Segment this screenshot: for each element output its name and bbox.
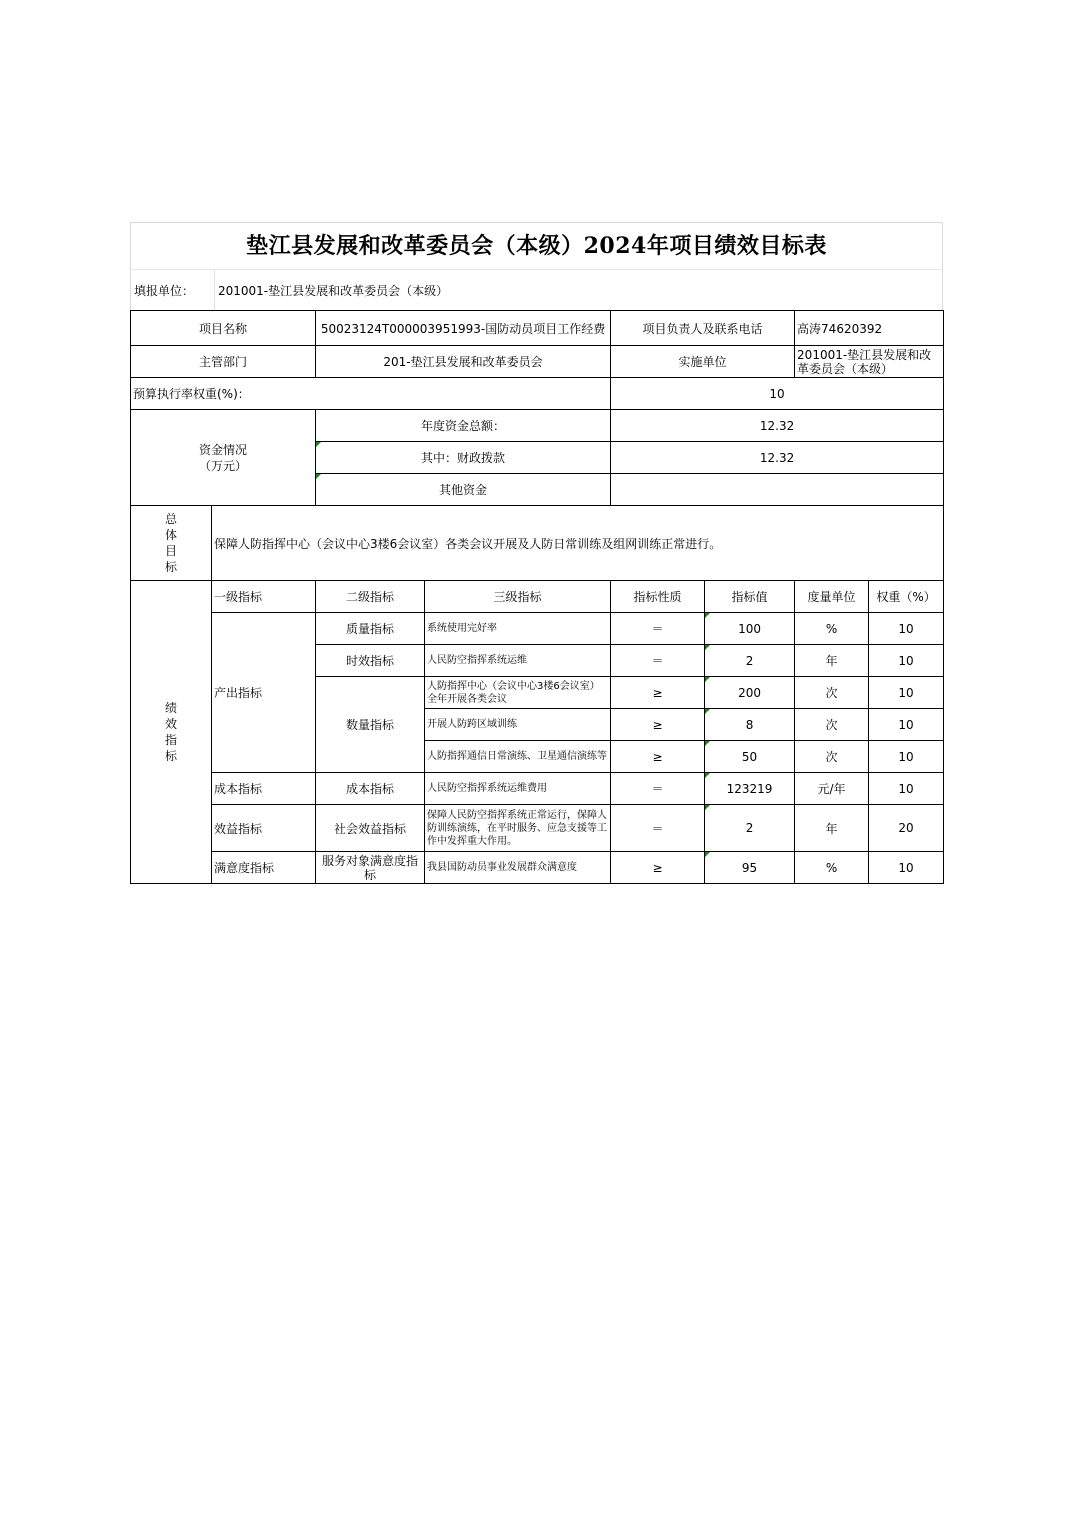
unit-cell: 元/年 [795, 773, 869, 805]
header-nature: 指标性质 [611, 581, 705, 613]
budget-weight-label: 预算执行率权重(%)： [131, 378, 611, 410]
weight-cell: 10 [869, 677, 944, 709]
nature-cell: ＝ [611, 805, 705, 852]
header-level2: 二级指标 [316, 581, 425, 613]
unit-cell: % [795, 613, 869, 645]
level2-cost: 成本指标 [316, 773, 425, 805]
value-cell: 200 [705, 677, 795, 709]
level2-service: 服务对象满意度指标 [316, 852, 425, 884]
header-unit: 度量单位 [795, 581, 869, 613]
level3-cell: 保障人民防空指挥系统正常运行，保障人防训练演练，在平时服务、应急支援等工作中发挥重大作用。 [425, 805, 611, 852]
level3-cell: 人民防空指挥系统运维 [425, 645, 611, 677]
header-level1: 一级指标 [212, 581, 316, 613]
value-cell: 50 [705, 741, 795, 773]
impl-value: 201001-垫江县发展和改革委员会（本级） [795, 346, 944, 378]
value-cell: 123219 [705, 773, 795, 805]
unit-cell: 次 [795, 677, 869, 709]
header-level3: 三级指标 [425, 581, 611, 613]
weight-cell: 10 [869, 613, 944, 645]
indicators-section-label [131, 581, 212, 884]
project-name-label: 项目名称 [131, 311, 316, 346]
header-value: 指标值 [705, 581, 795, 613]
contact-label: 项目负责人及联系电话 [611, 311, 795, 346]
dept-label: 主管部门 [131, 346, 316, 378]
value-cell: 100 [705, 613, 795, 645]
unit-cell: 年 [795, 805, 869, 852]
weight-cell: 10 [869, 741, 944, 773]
fill-unit-row [130, 269, 943, 310]
level1-satisfaction: 满意度指标 [212, 852, 316, 884]
performance-table [130, 310, 944, 884]
level3-cell: 人防指挥中心（会议中心3楼6会议室）全年开展各类会议 [425, 677, 611, 709]
goal-label [131, 506, 212, 581]
nature-cell: ＝ [611, 773, 705, 805]
level2-timeliness: 时效指标 [316, 645, 425, 677]
value-cell: 95 [705, 852, 795, 884]
level2-quantity: 数量指标 [316, 677, 425, 773]
funds-other-value [611, 474, 944, 506]
level3-cell: 系统使用完好率 [425, 613, 611, 645]
weight-cell: 10 [869, 709, 944, 741]
nature-cell: ≥ [611, 741, 705, 773]
fill-unit-label: 填报单位： [131, 270, 215, 310]
funds-total-value: 12.32 [611, 410, 944, 442]
funds-fiscal-value: 12.32 [611, 442, 944, 474]
level2-quality: 质量指标 [316, 613, 425, 645]
nature-cell: ≥ [611, 852, 705, 884]
weight-cell: 20 [869, 805, 944, 852]
header-weight: 权重（%） [869, 581, 944, 613]
budget-weight-value: 10 [611, 378, 944, 410]
level1-cost: 成本指标 [212, 773, 316, 805]
value-cell: 2 [705, 805, 795, 852]
funds-fiscal-label: 其中：财政拨款 [316, 442, 611, 474]
goal-text: 保障人防指挥中心（会议中心3楼6会议室）各类会议开展及人防日常训练及组网训练正常进行。 [212, 506, 944, 581]
level1-benefit: 效益指标 [212, 805, 316, 852]
unit-cell: 次 [795, 741, 869, 773]
funds-total-label: 年度资金总额： [316, 410, 611, 442]
weight-cell: 10 [869, 645, 944, 677]
goal-label-text: 总体目标 [165, 512, 178, 574]
funds-label [131, 410, 316, 506]
level3-cell: 我县国防动员事业发展群众满意度 [425, 852, 611, 884]
level3-cell: 开展人防跨区域训练 [425, 709, 611, 741]
funds-other-label: 其他资金 [316, 474, 611, 506]
level3-cell: 人防指挥通信日常演练、卫星通信演练等 [425, 741, 611, 773]
indicators-section-text: 绩效指标 [165, 701, 178, 763]
level3-cell: 人民防空指挥系统运维费用 [425, 773, 611, 805]
unit-cell: 次 [795, 709, 869, 741]
nature-cell: ＝ [611, 613, 705, 645]
weight-cell: 10 [869, 852, 944, 884]
nature-cell: ≥ [611, 677, 705, 709]
value-cell: 8 [705, 709, 795, 741]
level1-output: 产出指标 [212, 613, 316, 773]
dept-value: 201-垫江县发展和改革委员会 [316, 346, 611, 378]
fill-unit-value: 201001-垫江县发展和改革委员会（本级） [218, 283, 449, 298]
value-cell: 2 [705, 645, 795, 677]
impl-label: 实施单位 [611, 346, 795, 378]
page-title: 垫江县发展和改革委员会（本级）2024年项目绩效目标表 [130, 222, 943, 269]
funds-label-text: 资金情况（万元） [198, 442, 247, 473]
weight-cell: 10 [869, 773, 944, 805]
performance-sheet [130, 222, 943, 884]
level2-social: 社会效益指标 [316, 805, 425, 852]
nature-cell: ≥ [611, 709, 705, 741]
unit-cell: 年 [795, 645, 869, 677]
nature-cell: ＝ [611, 645, 705, 677]
unit-cell: % [795, 852, 869, 884]
contact-value: 高涛74620392 [795, 311, 944, 346]
project-name-value: 50023124T000003951993-国防动员项目工作经费 [316, 311, 611, 346]
